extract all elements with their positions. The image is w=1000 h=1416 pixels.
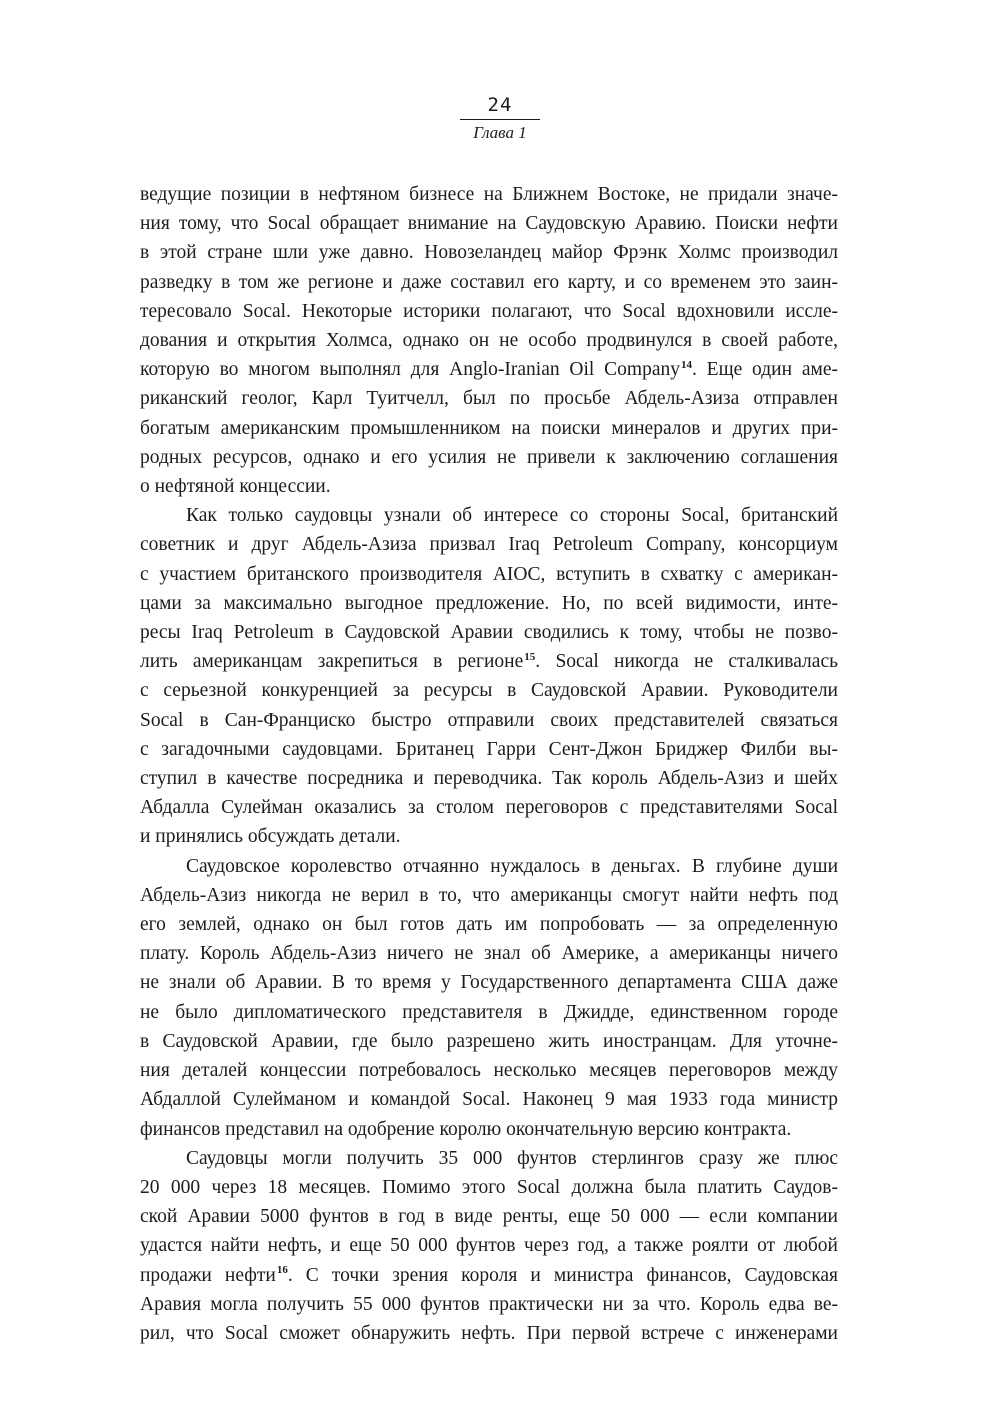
text-line: Абдалла Сулейман оказались за столом переговоров с представителями Socal	[140, 797, 838, 819]
text-line: Как только саудовцы узнали об интересе со стороны Socal, британский	[186, 505, 838, 527]
text-line: Абдель-Азиз никогда не верил в то, что американцы смогут найти нефть под	[140, 884, 838, 906]
text-line: ведущие позиции в нефтяном бизнесе на Ближнем Востоке, не придали значе-	[140, 184, 838, 205]
text-line: Саудовское королевство отчаянно нуждалось в деньгах. В глубине души	[186, 855, 838, 877]
text-line: рил, что Socal сможет обнаружить нефть. При первой встрече с инженерами	[140, 1322, 838, 1344]
text-line: богатым американским промышленником на поиски минералов и других при-	[140, 417, 838, 439]
body-text	[140, 180, 838, 1348]
paragraph	[140, 180, 838, 501]
text-line: ния тому, что Socal обращает внимание на Саудовскую Аравию. Поиски нефти	[140, 213, 838, 235]
chapter-title: Глава 1	[473, 123, 527, 142]
text-line: с участием британского производителя AIOC, вступить в схватку с американ-	[140, 563, 838, 585]
paragraph	[140, 501, 838, 851]
text-line: Саудовцы могли получить 35 000 фунтов стерлингов сразу же плюс	[186, 1147, 838, 1169]
text-line: с серьезной конкуренцией за ресурсы в Саудовской Аравии. Руководители	[140, 680, 838, 702]
text-line: Абдаллой Сулейманом и командой Socal. Наконец 9 мая 1933 года министр	[140, 1089, 838, 1111]
footnote-marker: 16	[276, 1264, 288, 1277]
page-number: 24	[487, 94, 513, 116]
text-line: не было дипломатического представителя в Джидде, единственном городе	[140, 1001, 838, 1023]
text-line: лить американцам закрепиться в регионе$^{15}$. Socal никогда не сталкивалась	[140, 650, 838, 673]
text-line: Аравия могла получить 55 000 фунтов практически ни за что. Король едва ве-	[140, 1293, 838, 1315]
text-line: ступил в качестве посредника и переводчика. Так король Абдель-Азиз и шейх	[140, 768, 838, 790]
header-divider	[460, 119, 540, 120]
text-line: риканский геолог, Карл Туитчелл, был по просьбе Абдель-Азиза отправлен	[140, 388, 838, 410]
text-line: плату. Король Абдель-Азиз ничего не знал об Америке, а американцы ничего	[140, 943, 838, 965]
text-line: цами за максимально выгодное предложение. Но, по всей видимости, инте-	[140, 592, 838, 614]
text-line: которую во многом выполнял для Anglo-Iranian Oil Company$^{14}$. Еще один аме-	[140, 358, 838, 381]
running-header	[0, 92, 1000, 144]
text-line: 20 000 через 18 месяцев. Помимо этого Socal должна была платить Саудов-	[140, 1176, 838, 1198]
text-line: ской Аравии 5000 фунтов в год в виде ренты, еще 50 000 — если компании	[140, 1206, 838, 1228]
text-line: не знали об Аравии. В то время у Государственного департамента США даже	[140, 972, 838, 994]
text-line: родных ресурсов, однако и его усилия не привели к заключению соглашения	[140, 446, 838, 468]
footnote-marker: 15	[524, 650, 536, 663]
text-line: дования и открытия Холмса, однако он не особо продвинулся в своей работе,	[140, 330, 838, 352]
text-line: Socal в Сан-Франциско быстро отправили своих представителей связаться	[140, 709, 838, 731]
text-line: в Саудовской Аравии, где было разрешено жить иностранцам. Для уточне-	[140, 1030, 838, 1052]
footnote-marker: 14	[680, 358, 692, 371]
text-line: советник и друг Абдель-Азиза призвал Iraq Petroleum Company, консорциум	[140, 534, 838, 556]
text-line: разведку в том же регионе и даже составил его карту, и со временем это заин-	[140, 271, 838, 293]
text-line: тересовало Socal. Некоторые историки полагают, что Socal вдохновили иссле-	[140, 300, 838, 322]
paragraph	[140, 1144, 838, 1348]
text-line: и принялись обсуждать детали.	[140, 826, 401, 848]
text-line: о нефтяной концессии.	[140, 476, 331, 498]
text-line: с загадочными саудовцами. Британец Гарри Сент-Джон Бриджер Филби вы-	[140, 738, 838, 760]
text-line: ресы Iraq Petroleum в Саудовской Аравии сводились к тому, чтобы не позво-	[140, 622, 838, 644]
text-line: удастся найти нефть, и еще 50 000 фунтов через год, а также роялти от любой	[140, 1235, 838, 1257]
text-line: финансов представил на одобрение королю окончательную версию контракта.	[140, 1118, 792, 1140]
text-line: его землей, однако он был готов дать им попробовать — за определенную	[140, 914, 838, 936]
text-line: в этой стране шли уже давно. Новозеландец майор Фрэнк Холмс производил	[140, 242, 838, 264]
text-line: ния деталей концессии потребовалось несколько месяцев переговоров между	[140, 1060, 838, 1082]
paragraph	[140, 852, 838, 1144]
text-line: продажи нефти$^{16}$. С точки зрения короля и министра финансов, Саудовская	[140, 1264, 839, 1286]
